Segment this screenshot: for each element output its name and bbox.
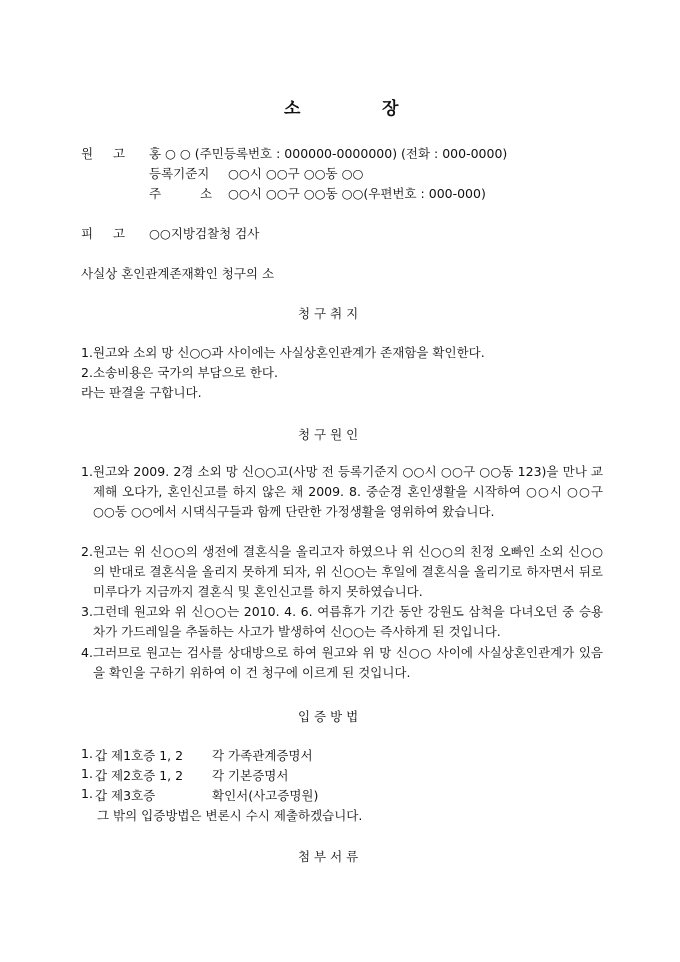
item-text: 원고는 위 신○○의 생전에 결혼식을 올리고자 하였으나 위 신○○의 친정 오빠인 소외 신○○의 반대로 결혼식을 올리지 못하게 되자, 위 신○○는 후일에 결혼식을 올리기로 하자면서 뒤로 미루다가 지금까지 결혼식 및 혼인신고를 하지 못하였습니다. xyxy=(93,544,603,599)
item-number: 1. xyxy=(81,464,93,479)
address-label-b: 소 xyxy=(200,186,213,201)
claim-cause-item xyxy=(81,602,603,642)
claim-cause-item xyxy=(81,542,603,602)
item-number: 4. xyxy=(81,645,93,660)
evidence-code: 갑 제3호증 xyxy=(95,788,156,803)
attachments-heading: 첨 부 서 류 xyxy=(298,849,359,864)
plaintiff-label-a: 원 xyxy=(81,146,94,161)
plaintiff-name: 홍 ○ ○ (주민등록번호 : 000000-0000000) (전화 : 000-0000) xyxy=(149,146,508,161)
address-label-a: 주 xyxy=(149,186,162,201)
item-text: 원고와 소외 망 신○○과 사이에는 사실상혼인관계가 존재함을 확인한다. xyxy=(93,345,485,360)
claim-cause-item xyxy=(81,462,603,522)
evidence-number: 1. xyxy=(81,746,93,761)
case-title: 사실상 혼인관계존재확인 청구의 소 xyxy=(81,266,275,281)
claim-purpose-heading: 청 구 취 지 xyxy=(298,306,359,321)
claim-purpose-closing: 라는 판결을 구합니다. xyxy=(81,385,202,400)
title-char-2: 장 xyxy=(382,99,399,119)
item-text: 그러므로 원고는 검사를 상대방으로 하여 원고와 위 망 신○○ 사이에 사실상혼인관계가 있음을 확인을 구하기 위하여 이 건 청구에 이르게 된 것입니다. xyxy=(93,645,603,680)
plaintiff-label-b: 고 xyxy=(113,146,126,161)
claim-cause-item xyxy=(81,643,603,683)
evidence-desc: 각 가족관계증명서 xyxy=(212,748,313,763)
evidence-heading: 입 증 방 법 xyxy=(298,709,359,724)
defendant-label-a: 피 xyxy=(81,226,94,241)
evidence-number: 1. xyxy=(81,786,93,801)
evidence-code: 갑 제2호증 1, 2 xyxy=(95,768,184,783)
evidence-note: 그 밖의 입증방법은 변론시 수시 제출하겠습니다. xyxy=(97,808,363,823)
registry-value: ○○시 ○○구 ○○동 ○○ xyxy=(228,166,364,181)
evidence-desc: 각 기본증명서 xyxy=(212,768,289,783)
registry-label: 등록기준지 xyxy=(149,166,210,181)
item-number: 3. xyxy=(81,604,93,619)
item-number: 1. xyxy=(81,345,93,360)
item-text: 소송비용은 국가의 부담으로 한다. xyxy=(93,365,278,380)
item-number: 2. xyxy=(81,365,93,380)
claim-purpose-item xyxy=(81,363,603,383)
claim-purpose-item xyxy=(81,343,603,363)
item-text: 그런데 원고와 위 신○○는 2010. 4. 6. 여름휴가 기간 동안 강원도 삼척을 다녀오던 중 승용차가 가드레일을 추돌하는 사고가 발생하여 신○○는 즉사하게 된 것입니다. xyxy=(93,604,603,639)
evidence-desc: 확인서(사고증명원) xyxy=(212,788,319,803)
evidence-number: 1. xyxy=(81,766,93,781)
claim-cause-heading: 청 구 원 인 xyxy=(298,427,359,442)
evidence-code: 갑 제1호증 1, 2 xyxy=(95,748,184,763)
title-char-1: 소 xyxy=(284,99,301,119)
address-value: ○○시 ○○구 ○○동 ○○(우편번호 : 000-000) xyxy=(228,186,486,201)
defendant-value: ○○지방검찰청 검사 xyxy=(149,226,260,241)
item-text: 원고와 2009. 2경 소외 망 신○○고(사망 전 등록기준지 ○○시 ○○구 ○○동 123)을 만나 교제해 오다가, 혼인신고를 하지 않은 채 2009. 8. 중순경 혼인생활을 시작하여 ○○시 ○○구 ○○동 ○○에서 시댁식구들과 함께 단란한 가정생활을 영위하여 왔습니다. xyxy=(93,464,603,519)
item-number: 2. xyxy=(81,544,93,559)
defendant-label-b: 고 xyxy=(113,226,126,241)
